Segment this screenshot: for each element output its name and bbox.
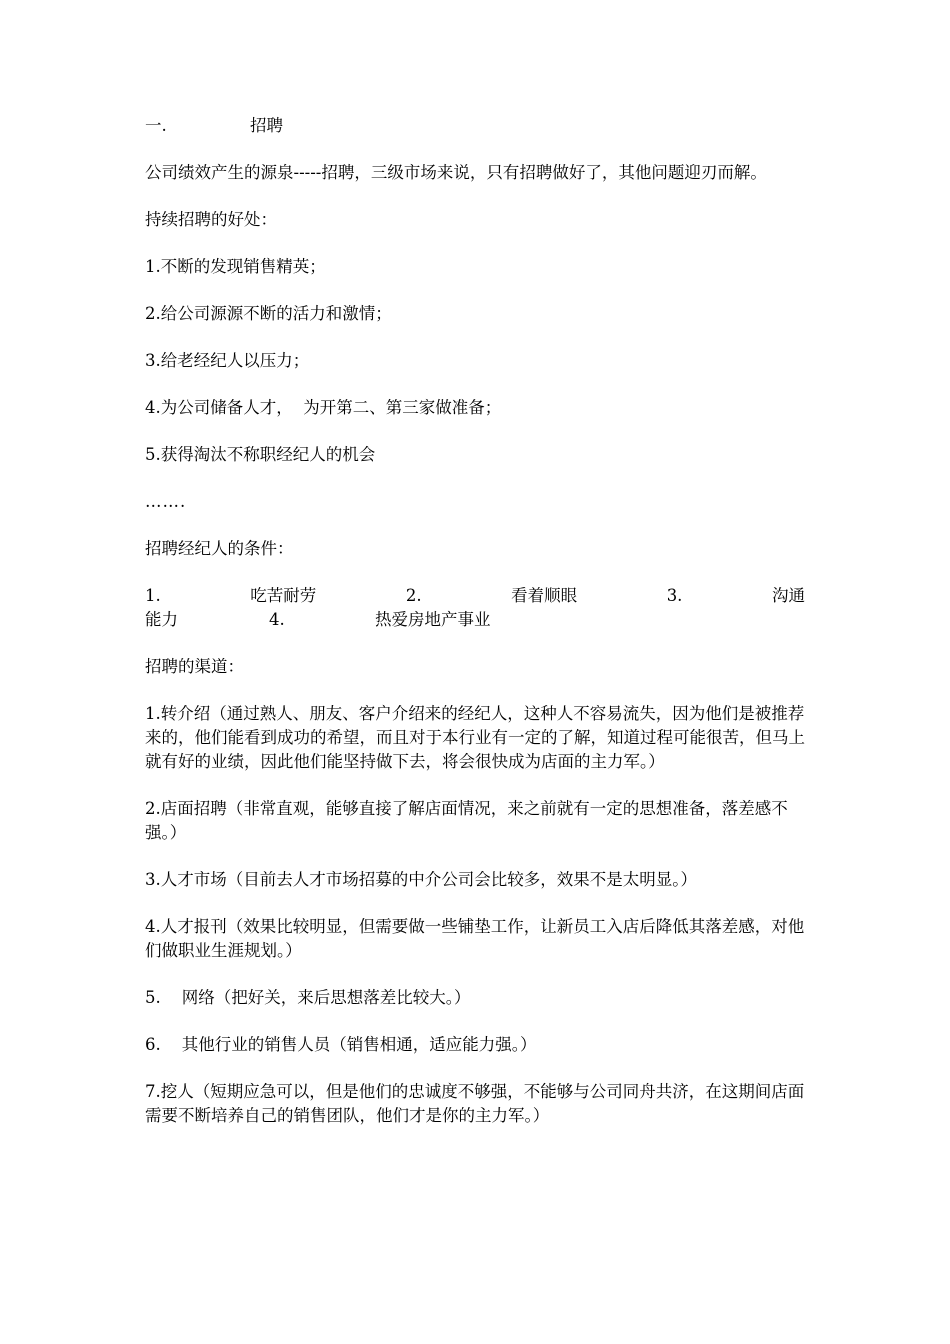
condition-number: 1.: [145, 586, 161, 605]
condition-text-part2: 能力: [145, 610, 178, 629]
conditions-title: 招聘经纪人的条件：: [145, 539, 294, 558]
condition-number: 4.: [269, 610, 285, 629]
benefits-title: 持续招聘的好处：: [145, 210, 277, 229]
benefit-item: 2.给公司源源不断的活力和激情；: [145, 304, 392, 323]
condition-text: 吃苦耐劳: [250, 586, 317, 605]
ellipsis: …….: [145, 492, 187, 511]
section-heading: [145, 114, 805, 138]
condition-text: 看着顺眼: [511, 586, 578, 605]
channel-item: 7.挖人（短期应急可以，但是他们的忠诚度不够强，不能够与公司同舟共济，在这期间店面需要不断培养自己的销售团队，他们才是你的主力军。）: [145, 1082, 805, 1125]
benefit-item: 5.获得淘汰不称职经纪人的机会: [145, 445, 376, 464]
channel-item: 4.人才报刊（效果比较明显，但需要做一些铺垫工作，让新员工入店后降低其落差感，对他们做职业生涯规划。）: [145, 917, 805, 960]
conditions-list: [145, 584, 805, 632]
benefit-item: 3.给老经纪人以压力；: [145, 351, 310, 370]
channel-item: 5. 网络（把好关，来后思想落差比较大。）: [145, 988, 471, 1007]
channels-title: 招聘的渠道：: [145, 657, 244, 676]
conditions-row: [145, 584, 805, 608]
section-title: 招聘: [250, 116, 283, 135]
channel-item: 3.人才市场（目前去人才市场招募的中介公司会比较多，效果不是太明显。）: [145, 870, 697, 889]
channel-item: 2.店面招聘（非常直观，能够直接了解店面情况，来之前就有一定的思想准备，落差感不强。）: [145, 799, 788, 842]
channel-item: 1.转介绍（通过熟人、朋友、客户介绍来的经纪人，这种人不容易流失，因为他们是被推荐来的，他们能看到成功的希望，而且对于本行业有一定的了解，知道过程可能很苦，但马上就有好的业绩，因此他们能坚持做下去，将会很快成为店面的主力军。）: [145, 704, 805, 771]
conditions-row: [145, 608, 805, 632]
benefit-item: 4.为公司储备人才， 为开第二、第三家做准备；: [145, 398, 502, 417]
condition-number: 2.: [405, 586, 422, 605]
intro-paragraph: 公司绩效产生的源泉-----招聘，三级市场来说，只有招聘做好了，其他问题迎刃而解。: [145, 163, 767, 182]
condition-text-part1: 沟通: [771, 586, 805, 605]
section-number: 一.: [145, 116, 167, 135]
condition-number: 3.: [666, 586, 683, 605]
benefit-item: 1.不断的发现销售精英；: [145, 257, 326, 276]
channel-item: 6. 其他行业的销售人员（销售相通，适应能力强。）: [145, 1035, 537, 1054]
document-page: [145, 114, 805, 1151]
condition-text: 热爱房地产事业: [375, 610, 491, 629]
